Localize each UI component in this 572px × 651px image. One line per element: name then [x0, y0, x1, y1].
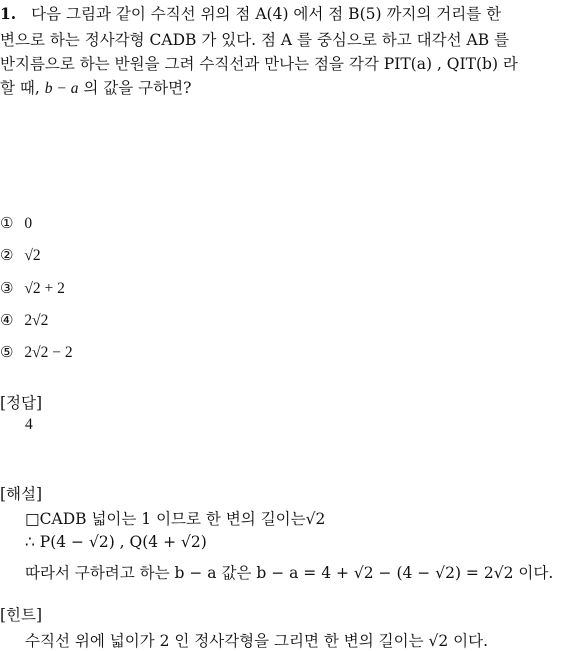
choice-text: 2√2	[24, 312, 49, 329]
choice-text: 2√2 − 2	[24, 344, 73, 361]
answer-heading: [정답]	[0, 394, 43, 412]
choice-marker: ①	[0, 214, 14, 232]
question-number: 1.	[0, 4, 17, 23]
choice-2[interactable]	[0, 246, 41, 265]
choice-3[interactable]	[0, 279, 65, 298]
question-line-1	[0, 2, 501, 24]
choice-text: 0	[24, 215, 33, 232]
explanation-line-3: 따라서 구하려고 하는 b − a 값은 b − a = 4 + √2 − (4 − √2) = 2√2 이다.	[25, 564, 554, 582]
hint-heading: [힌트]	[0, 606, 43, 624]
choice-text: √2 + 2	[24, 280, 65, 297]
choice-4[interactable]	[0, 311, 48, 330]
choice-marker: ④	[0, 311, 14, 329]
question-text-1: 다음 그림과 같이 수직선 위의 점 A(4) 에서 점 B(5) 까지의 거리를 한	[31, 5, 502, 23]
choice-1[interactable]	[0, 214, 32, 233]
hint-line-1: 수직선 위에 넓이가 2 인 정사각형을 그리면 한 변의 길이는 √2 이다.	[25, 632, 489, 650]
choice-marker: ③	[0, 279, 14, 297]
choice-5[interactable]	[0, 343, 73, 362]
question-line-3: 반지름으로 하는 반원을 그려 수직선과 만나는 점을 각각 PIT(a) , QIT(b) 라	[0, 55, 518, 73]
question-text-4c: 의 값을 구하면?	[78, 79, 192, 97]
explanation-line-1: □CADB 넓이는 1 이므로 한 변의 길이는√2	[25, 510, 326, 528]
question-expr: b − a	[44, 80, 79, 97]
question-line-4	[0, 76, 191, 98]
question-line-2: 변으로 하는 정사각형 CADB 가 있다. 점 A 를 중심으로 하고 대각선 AB 를	[0, 31, 509, 49]
explanation-line-2: ∴ P(4 − √2) , Q(4 + √2)	[25, 533, 207, 551]
choice-text: √2	[24, 247, 41, 264]
choice-marker: ②	[0, 246, 14, 264]
question-text-4a: 할 때,	[0, 79, 45, 97]
explanation-heading: [해설]	[0, 485, 43, 503]
choice-marker: ⑤	[0, 343, 14, 361]
answer-value: 4	[25, 416, 33, 433]
